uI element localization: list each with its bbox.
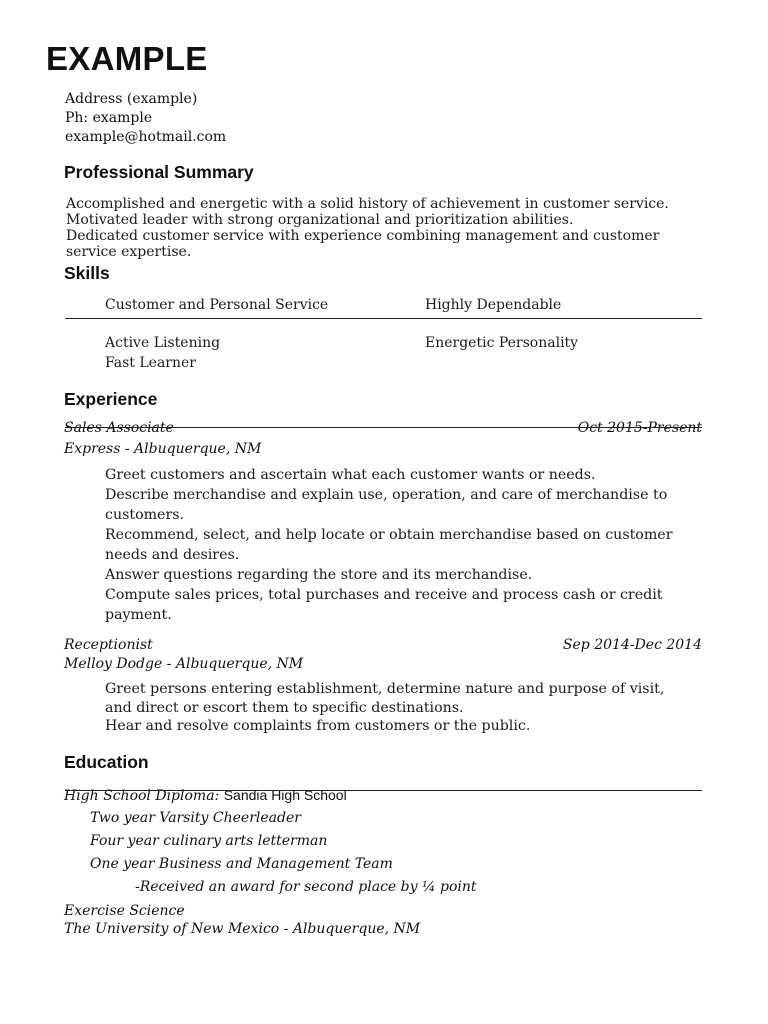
summary-line: Accomplished and energetic with a solid history of achievement in customer service. [66,196,669,212]
skill-item: Customer and Personal Service [105,297,329,313]
experience-heading: Experience [64,389,158,409]
education-university: The University of New Mexico - Albuquerque, NM [64,921,421,937]
job-dates: Sep 2014-Dec 2014 [562,637,702,653]
summary-line: Dedicated customer service with experience combining management and customer [66,228,660,244]
skills-heading: Skills [64,263,110,283]
activity-item: One year Business and Management Team [90,856,393,872]
summary-heading: Professional Summary [64,162,254,182]
duty-line: Greet persons entering establishment, determine nature and purpose of visit, [105,681,665,697]
job-title: Sales Associate [64,420,174,436]
education-field: Exercise Science [64,903,185,919]
skill-item: Highly Dependable [425,297,562,313]
duty-line: Hear and resolve complaints from customers or the public. [105,718,531,734]
summary-line: service expertise. [66,244,192,260]
school-name: Sandia High School [223,787,347,803]
skill-item: Active Listening [105,335,221,351]
skill-item: Fast Learner [105,355,196,371]
duty-line: needs and desires. [105,547,240,563]
summary-line: Motivated leader with strong organizational and prioritization abilities. [66,212,574,228]
job-employer: Melloy Dodge - Albuquerque, NM [64,656,304,672]
job-duties [105,465,705,625]
contact-phone: Ph: example [65,110,153,126]
duty-line: and direct or escort them to specific destinations. [105,699,464,716]
activity-item: Four year culinary arts letterman [90,833,328,849]
resume-name: EXAMPLE [46,40,208,77]
experience-divider [65,427,702,428]
skills-divider [65,318,702,319]
degree-label: High School Diploma: [64,788,220,804]
job-duties [105,680,705,736]
duty-line: customers. [105,507,185,523]
contact-address: Address (example) [65,91,198,107]
award-item: -Received an award for second place by ¼ point [135,879,477,895]
duty-line: Compute sales prices, total purchases and receive and process cash or credit [105,587,663,603]
job-dates: Oct 2015-Present [577,420,702,436]
contact-email: example@hotmail.com [65,129,227,145]
duty-line: payment. [105,607,172,623]
education-heading: Education [64,752,149,772]
education-divider [65,790,702,791]
duty-line: Answer questions regarding the store and its merchandise. [105,567,533,583]
skill-item: Energetic Personality [425,335,579,351]
job-title: Receptionist [64,637,153,653]
summary-text [66,196,669,260]
duty-line: Recommend, select, and help locate or obtain merchandise based on customer [105,527,673,543]
activity-item: Two year Varsity Cheerleader [90,810,301,826]
job-employer: Express - Albuquerque, NM [64,441,262,457]
duty-line: Greet customers and ascertain what each customer wants or needs. [105,467,596,483]
duty-line: Describe merchandise and explain use, operation, and care of merchandise to [105,487,668,503]
